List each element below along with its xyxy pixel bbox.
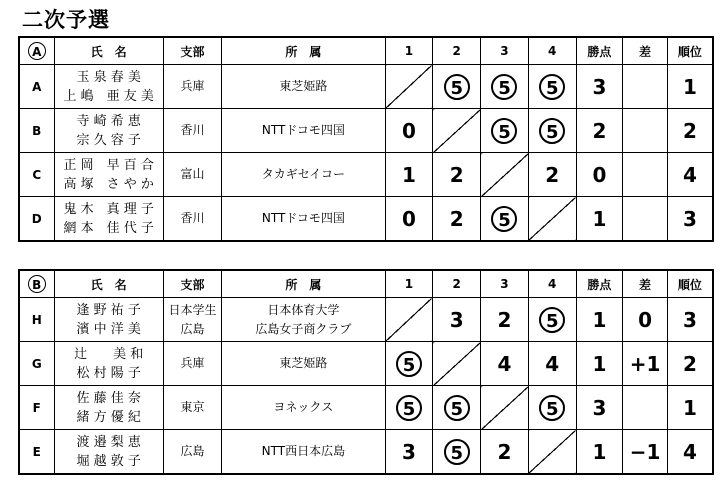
header-col-1: 1 <box>385 270 433 298</box>
score-cell <box>481 65 529 109</box>
table-row <box>19 197 713 242</box>
diff-cell: −1 <box>623 430 668 475</box>
diff-cell <box>623 153 668 197</box>
wins-cell: 2 <box>576 109 623 153</box>
table-row <box>19 430 713 475</box>
branch-cell <box>163 298 221 342</box>
branch-cell <box>163 197 221 242</box>
player-id: A <box>19 65 54 109</box>
affiliation-cell <box>222 386 385 430</box>
self-match-diagonal <box>433 342 481 386</box>
header-rank: 順位 <box>667 270 713 298</box>
wins-cell: 3 <box>576 65 623 109</box>
branch-text: 兵庫 <box>180 356 205 370</box>
player-names <box>54 65 163 109</box>
rank-cell: 4 <box>667 430 713 475</box>
wins-cell: 1 <box>576 298 623 342</box>
header-branch: 支部 <box>163 37 221 65</box>
score-cell: 3 <box>433 298 481 342</box>
player-name: 佐 藤 佳 奈 <box>76 390 141 406</box>
self-match-diagonal <box>433 109 481 153</box>
score-cell: 2 <box>481 430 529 475</box>
group-a-table <box>18 36 714 242</box>
rank-cell: 3 <box>667 298 713 342</box>
group-label-circle: A <box>28 42 46 60</box>
affiliation-text: 日本体育大学 <box>267 302 340 317</box>
affiliation-text: 東芝姫路 <box>279 356 328 370</box>
player-name: 寺 崎 希 恵 <box>76 113 141 129</box>
player-name: 逢 野 祐 子 <box>76 302 141 318</box>
group-label-circle: B <box>28 275 46 293</box>
player-id: B <box>19 109 54 153</box>
group-b-table <box>18 269 714 475</box>
player-id: E <box>19 430 54 475</box>
branch-text: 東京 <box>180 400 205 414</box>
self-match-diagonal <box>481 153 529 197</box>
score-cell <box>481 197 529 242</box>
player-name: 松 村 陽 子 <box>76 365 141 381</box>
header-col-4: 4 <box>528 37 576 65</box>
win-circle: 5 <box>539 395 565 421</box>
diff-cell <box>623 197 668 242</box>
player-name: 網 本 佳 代 子 <box>63 220 154 236</box>
score-cell: 2 <box>528 153 576 197</box>
player-name: 正 岡 早 百 合 <box>63 157 154 173</box>
header-col-3: 3 <box>481 270 529 298</box>
wins-cell: 1 <box>576 342 623 386</box>
diff-cell <box>623 109 668 153</box>
table-row <box>19 342 713 386</box>
group-label <box>19 270 54 298</box>
score-cell: 2 <box>433 153 481 197</box>
score-cell: 0 <box>385 109 433 153</box>
score-cell: 1 <box>385 153 433 197</box>
player-name: 緒 方 優 紀 <box>76 409 141 425</box>
player-name: 玉 泉 春 美 <box>76 69 141 85</box>
player-name: 濱 中 洋 美 <box>76 321 141 337</box>
win-circle: 5 <box>539 74 565 100</box>
score-cell <box>433 65 481 109</box>
affiliation-text: NTTドコモ四国 <box>261 123 345 137</box>
header-col-4: 4 <box>528 270 576 298</box>
header-diff: 差 <box>623 37 668 65</box>
branch-text: 日本学生 <box>168 302 217 317</box>
header-affiliation: 所 属 <box>222 37 385 65</box>
win-circle: 5 <box>396 351 422 377</box>
score-cell: 2 <box>481 298 529 342</box>
affiliation-cell <box>222 298 385 342</box>
wins-cell: 3 <box>576 386 623 430</box>
win-circle: 5 <box>444 439 470 465</box>
table-row <box>19 65 713 109</box>
header-name: 氏 名 <box>54 37 163 65</box>
header-name: 氏 名 <box>54 270 163 298</box>
rank-cell: 2 <box>667 109 713 153</box>
rank-cell: 1 <box>667 65 713 109</box>
player-names <box>54 298 163 342</box>
diff-cell: 0 <box>623 298 668 342</box>
diff-cell: +1 <box>623 342 668 386</box>
header-affiliation: 所 属 <box>222 270 385 298</box>
player-name: 上 嶋 亜 友 美 <box>63 88 154 104</box>
table-row <box>19 298 713 342</box>
branch-cell <box>163 342 221 386</box>
score-cell <box>528 386 576 430</box>
branch-text: 香川 <box>180 123 205 137</box>
score-cell <box>385 342 433 386</box>
group-label <box>19 37 54 65</box>
branch-text: 香川 <box>180 211 205 225</box>
rank-cell: 2 <box>667 342 713 386</box>
branch-cell <box>163 109 221 153</box>
self-match-diagonal <box>385 65 433 109</box>
header-wins: 勝点 <box>576 270 623 298</box>
affiliation-cell <box>222 342 385 386</box>
affiliation-cell <box>222 109 385 153</box>
score-cell <box>433 430 481 475</box>
affiliation-cell <box>222 430 385 475</box>
branch-text: 広島 <box>180 321 205 336</box>
score-cell <box>481 109 529 153</box>
branch-text: 兵庫 <box>180 79 205 93</box>
player-id: C <box>19 153 54 197</box>
score-cell: 0 <box>385 197 433 242</box>
header-wins: 勝点 <box>576 37 623 65</box>
player-id: H <box>19 298 54 342</box>
affiliation-cell <box>222 153 385 197</box>
player-names <box>54 342 163 386</box>
self-match-diagonal <box>528 197 576 242</box>
win-circle: 5 <box>491 74 517 100</box>
affiliation-text: ヨネックス <box>273 400 334 414</box>
win-circle: 5 <box>539 118 565 144</box>
branch-text: 広島 <box>180 444 205 458</box>
score-cell: 3 <box>385 430 433 475</box>
win-circle: 5 <box>396 395 422 421</box>
wins-cell: 1 <box>576 197 623 242</box>
win-circle: 5 <box>539 307 565 333</box>
diff-cell <box>623 65 668 109</box>
rank-cell: 4 <box>667 153 713 197</box>
header-col-2: 2 <box>433 37 481 65</box>
player-names <box>54 386 163 430</box>
branch-cell <box>163 386 221 430</box>
score-cell <box>528 109 576 153</box>
self-match-diagonal <box>385 298 433 342</box>
wins-cell: 0 <box>576 153 623 197</box>
score-cell: 2 <box>433 197 481 242</box>
table-row <box>19 109 713 153</box>
affiliation-cell <box>222 197 385 242</box>
player-name: 堀 越 敦 子 <box>76 453 141 469</box>
player-name: 渡 邉 梨 恵 <box>76 434 141 450</box>
rank-cell: 1 <box>667 386 713 430</box>
score-cell: 4 <box>481 342 529 386</box>
score-cell <box>385 386 433 430</box>
score-cell <box>528 298 576 342</box>
affiliation-text: 広島女子商クラブ <box>255 321 352 336</box>
player-id: D <box>19 197 54 242</box>
affiliation-text: NTTドコモ四国 <box>261 211 345 225</box>
win-circle: 5 <box>491 206 517 232</box>
affiliation-cell <box>222 65 385 109</box>
wins-cell: 1 <box>576 430 623 475</box>
player-name: 宗 久 容 子 <box>76 132 141 148</box>
player-name: 高 塚 さ や か <box>63 176 154 192</box>
win-circle: 5 <box>491 118 517 144</box>
header-col-3: 3 <box>481 37 529 65</box>
header-branch: 支部 <box>163 270 221 298</box>
table-row <box>19 386 713 430</box>
self-match-diagonal <box>528 430 576 475</box>
player-id: G <box>19 342 54 386</box>
table-row <box>19 153 713 197</box>
page-title: 二次予選 <box>22 8 110 32</box>
player-names <box>54 153 163 197</box>
affiliation-text: タカギセイコー <box>261 167 345 181</box>
affiliation-text: NTT西日本広島 <box>261 444 346 458</box>
player-name: 辻 美 和 <box>74 346 144 362</box>
header-diff: 差 <box>623 270 668 298</box>
win-circle: 5 <box>444 395 470 421</box>
score-cell <box>433 386 481 430</box>
header-rank: 順位 <box>667 37 713 65</box>
player-name: 鬼 木 真 理 子 <box>63 201 154 217</box>
player-names <box>54 109 163 153</box>
player-id: F <box>19 386 54 430</box>
self-match-diagonal <box>481 386 529 430</box>
branch-cell <box>163 65 221 109</box>
player-names <box>54 197 163 242</box>
diff-cell <box>623 386 668 430</box>
affiliation-text: 東芝姫路 <box>279 79 328 93</box>
header-col-2: 2 <box>433 270 481 298</box>
header-col-1: 1 <box>385 37 433 65</box>
score-cell <box>528 65 576 109</box>
win-circle: 5 <box>444 74 470 100</box>
branch-cell <box>163 430 221 475</box>
player-names <box>54 430 163 475</box>
branch-text: 富山 <box>180 167 205 181</box>
score-cell: 4 <box>528 342 576 386</box>
branch-cell <box>163 153 221 197</box>
rank-cell: 3 <box>667 197 713 242</box>
